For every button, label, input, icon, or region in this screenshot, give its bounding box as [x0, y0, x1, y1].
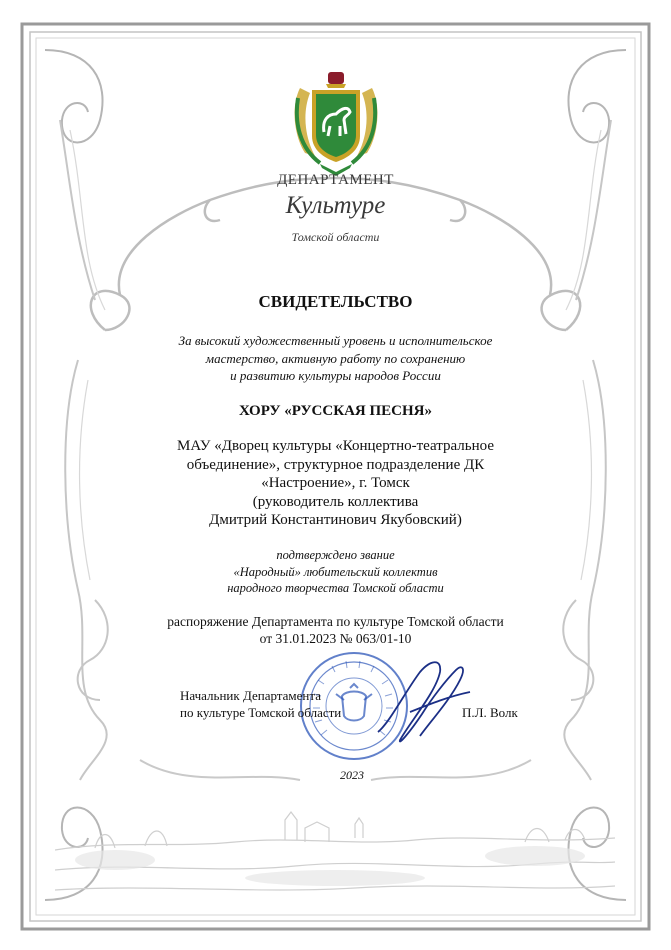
signatory-position-line: Начальник Департамента [180, 688, 321, 703]
order-line: от 31.01.2023 № 063/01-10 [259, 630, 412, 646]
award-reason-line: и развитию культуры народов России [230, 368, 441, 383]
organization-line: объединение», структурное подразделение ДК [186, 456, 485, 473]
organization-line: МАУ «Дворец культуры «Концертно-театральное [177, 438, 494, 454]
choir-name: ХОРУ «РУССКАЯ ПЕСНЯ» [238, 403, 433, 419]
award-reason-line: За высокий художественный уровень и исполнительское [178, 333, 493, 348]
award-reason [100, 332, 571, 385]
certificate-title: СВИДЕТЕЛЬСТВО [258, 292, 413, 311]
landscape-background-illustration [55, 790, 615, 910]
title-confirmation [100, 547, 571, 597]
certificate-year: 2023 [340, 768, 364, 782]
department-name-middle: Культуре [285, 192, 386, 219]
order-reference [100, 614, 571, 647]
order-line: распоряжение Департамента по культуре Томской области [167, 614, 504, 629]
signatory-position-line: по культуре Томской области [180, 704, 342, 720]
organization-block [100, 437, 571, 530]
signatory-position [180, 688, 341, 721]
department-name-top: ДЕПАРТАМЕНТ [277, 172, 394, 188]
signatory-name: П.Л. Волк [462, 705, 518, 720]
organization-line: «Настроение», г. Томск [261, 475, 410, 491]
confirmation-line: «Народный» любительский коллектив [233, 564, 438, 579]
organization-line: Дмитрий Константинович Якубовский) [209, 512, 462, 528]
organization-line: (руководитель коллектива [252, 493, 419, 510]
department-name-bottom: Томской области [291, 230, 380, 244]
confirmation-line: народного творчества Томской области [227, 581, 444, 595]
handwritten-signature [370, 652, 480, 752]
tomsk-coat-of-arms-icon [290, 68, 382, 180]
confirmation-line: подтверждено звание [276, 548, 395, 562]
award-reason-line: мастерство, активную работу по сохранению [205, 350, 466, 366]
